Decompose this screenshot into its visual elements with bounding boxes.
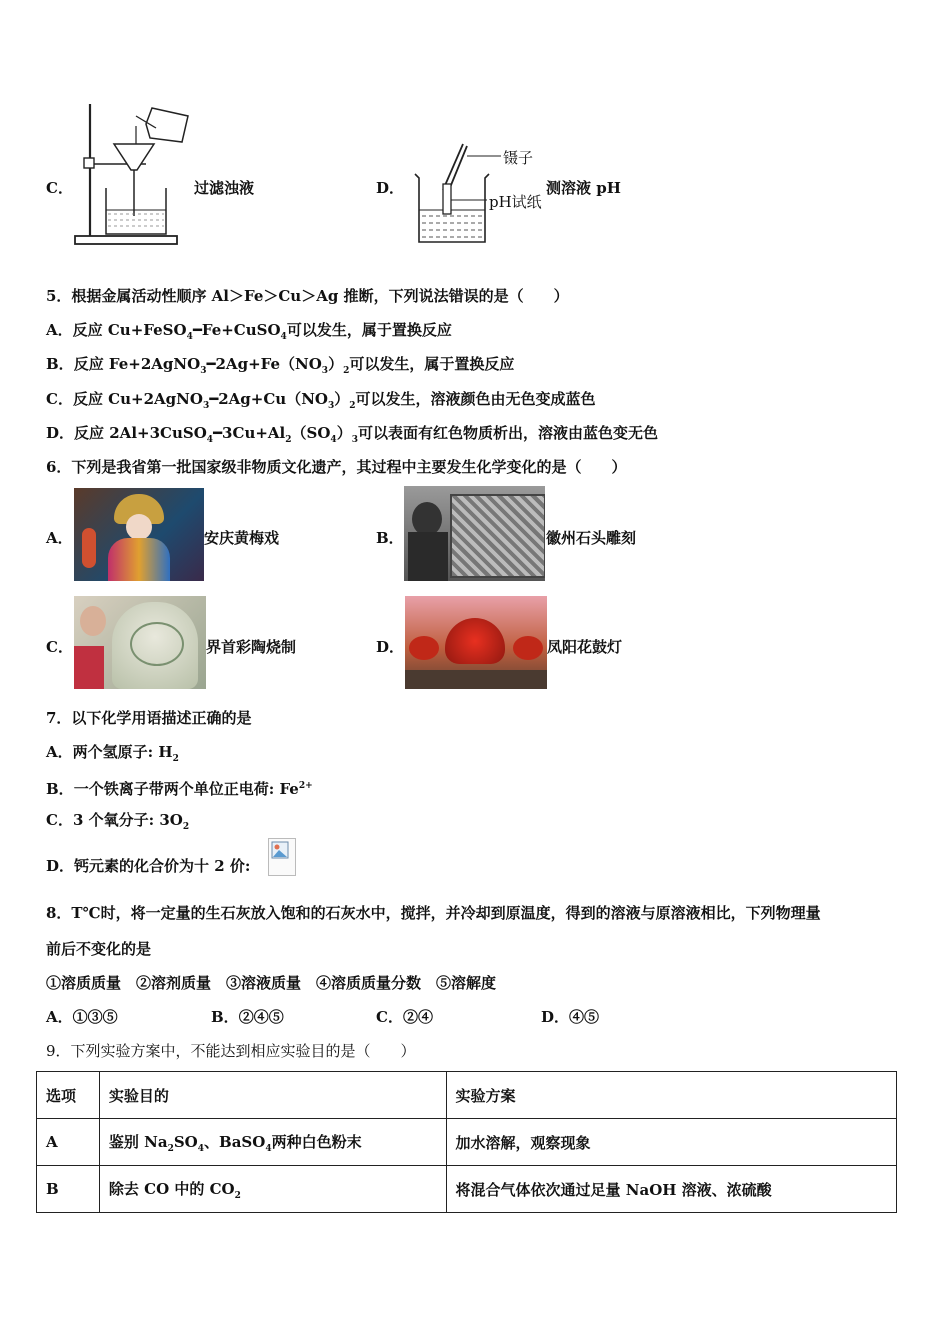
q5-stem: 5．根据金属活动性顺序 Al＞Fe＞Cu＞Ag 推断，下列说法错误的是（ ） <box>46 287 569 305</box>
q6-option-c-caption: 界首彩陶烧制 <box>206 638 297 656</box>
q6-option-a-label: A． <box>46 529 73 547</box>
q8-option-d: D．④⑤ <box>541 1008 600 1026</box>
q6-option-c-label: C． <box>46 638 73 656</box>
q8-option-c: C．②④ <box>376 1008 433 1026</box>
q7-option-a: A．两个氢原子: $H_2$ <box>46 743 179 764</box>
fengyang-drum-lantern-photo <box>405 596 547 689</box>
row-b-plan: 将混合气体依次通过足量 NaOH 溶液、浓硫酸 <box>446 1166 896 1213</box>
q7-option-d: D．钙元素的化合价为十 2 价: <box>46 857 251 875</box>
q4-option-c-caption: 过滤浊液 <box>194 179 255 197</box>
table-header-row <box>37 1072 897 1119</box>
q9-stem: 9．下列实验方案中，不能达到相应实验目的是（ ） <box>46 1042 416 1060</box>
q4-option-c-label: C． <box>46 179 73 197</box>
q7-option-c: C．3 个氧分子: $3O_2$ <box>46 811 190 832</box>
q6-option-d-label: D． <box>376 638 405 656</box>
huizhou-stone-carving-photo <box>404 486 545 581</box>
q5-option-d: D．反应 $2Al+3CuSO_4━3Cu+Al_2(SO_4)_3$可以表面有红色物质析出，溶液由蓝色变无色 <box>46 424 658 445</box>
huangmei-opera-photo <box>74 488 204 581</box>
row-b-option: B <box>37 1166 100 1213</box>
table-row <box>37 1166 897 1213</box>
q5-option-c: C．反应 $Cu+2AgNO_3━2Ag+Cu(NO_3)_2$可以发生，溶液颜色由无色变成蓝色 <box>46 390 596 411</box>
q8-option-b: B．②④⑤ <box>211 1008 284 1026</box>
q7-option-b: B．一个铁离子带两个单位正电荷: $Fe^{2+}$ <box>46 780 313 798</box>
row-b-purpose: 除去 CO 中的 $CO_2$ <box>99 1166 446 1213</box>
q6-option-b-label: B． <box>376 529 404 547</box>
jieshou-pottery-photo <box>74 596 206 689</box>
q8-option-a: A．①③⑤ <box>46 1008 118 1026</box>
q4-option-d-caption: 测溶液 pH <box>546 179 621 197</box>
header-purpose: 实验目的 <box>99 1072 446 1119</box>
q4-option-d-label: D． <box>376 179 405 197</box>
tweezers-label: 镊子 <box>503 149 534 167</box>
row-a-purpose: 鉴别 $Na_2SO_4$、BaSO$_4$两种白色粉末 <box>99 1119 446 1166</box>
q8-items: ①溶质质量 ②溶剂质量 ③溶液质量 ④溶质质量分数 ⑤溶解度 <box>46 974 497 992</box>
q5-option-a: A．反应 Cu+FeSO$_4$━Fe+CuSO$_4$可以发生，属于置换反应 <box>46 321 452 342</box>
table-row <box>37 1119 897 1166</box>
row-a-plan: 加水溶解，观察现象 <box>446 1119 896 1166</box>
q6-option-a-caption: 安庆黄梅戏 <box>204 529 280 547</box>
q8-stem-line2: 前后不变化的是 <box>46 940 152 958</box>
q8-stem-line1: 8．T℃时，将一定量的生石灰放入饱和的石灰水中，搅拌，并冷却到原温度，得到的溶液与原溶液相比，下列物理量 <box>46 904 821 922</box>
header-option: 选项 <box>37 1072 100 1119</box>
filtration-apparatus-diagram <box>70 98 195 248</box>
broken-image-icon <box>268 838 296 876</box>
header-plan: 实验方案 <box>446 1072 896 1119</box>
q7-stem: 7．以下化学用语描述正确的是 <box>46 709 252 727</box>
q9-table <box>36 1071 897 1213</box>
row-a-option: A <box>37 1119 100 1166</box>
q6-stem: 6．下列是我省第一批国家级非物质文化遗产，其过程中主要发生化学变化的是（ ） <box>46 458 627 476</box>
q5-option-b: B．反应 $Fe+2AgNO_3━2Ag+Fe(NO_3)_2$可以发生，属于置换反应 <box>46 355 515 376</box>
ph-paper-label: pH试纸 <box>489 193 542 211</box>
q6-option-d-caption: 凤阳花鼓灯 <box>547 638 623 656</box>
q6-option-b-caption: 徽州石头雕刻 <box>546 529 637 547</box>
